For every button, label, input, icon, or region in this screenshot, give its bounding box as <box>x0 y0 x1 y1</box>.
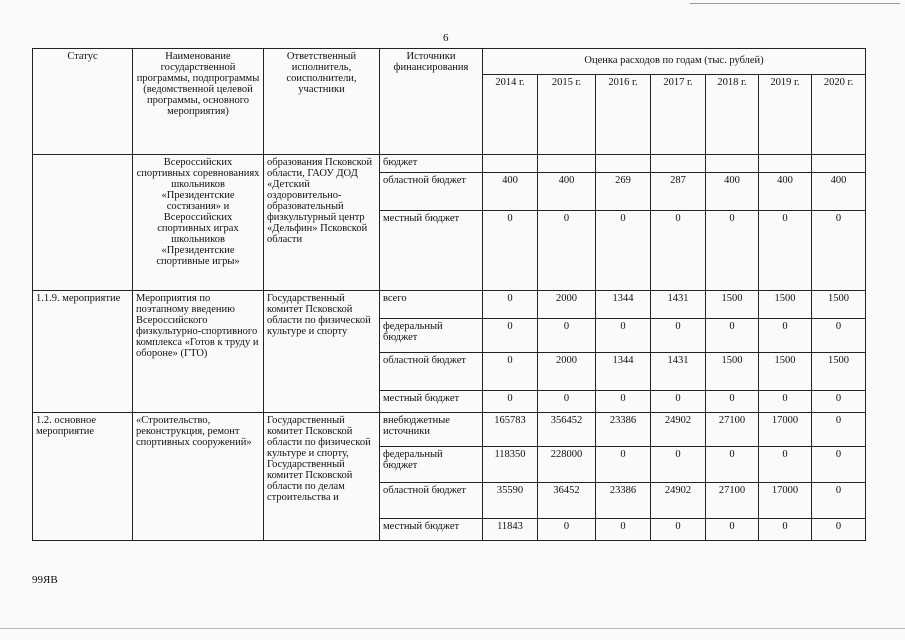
value-cell: 1500 <box>812 353 866 391</box>
value-cell: 17000 <box>759 483 812 519</box>
value-cell: 0 <box>483 211 538 291</box>
header-year: 2016 г. <box>596 75 651 155</box>
value-cell: 1431 <box>651 291 706 319</box>
value-cell: 356452 <box>538 413 596 447</box>
value-cell: 17000 <box>759 413 812 447</box>
value-cell: 1500 <box>759 353 812 391</box>
value-cell: 0 <box>759 211 812 291</box>
value-cell: 0 <box>483 353 538 391</box>
value-cell: 400 <box>538 173 596 211</box>
value-cell: 0 <box>812 319 866 353</box>
value-cell: 0 <box>759 447 812 483</box>
value-cell: 0 <box>596 447 651 483</box>
value-cell <box>483 155 538 173</box>
value-cell: 0 <box>538 211 596 291</box>
value-cell: 24902 <box>651 483 706 519</box>
program-name-cell: Всероссийских спортивных соревнованиях школьников «Президентские состязания» и Всероссийских спортивных играх школьников «Президентские спортивные игры» <box>133 155 264 291</box>
value-cell: 2000 <box>538 353 596 391</box>
status-cell: 1.2. основное мероприятие <box>33 413 133 541</box>
header-year: 2019 г. <box>759 75 812 155</box>
header-year: 2015 г. <box>538 75 596 155</box>
source-cell: федеральный бюджет <box>380 319 483 353</box>
value-cell: 0 <box>706 391 759 413</box>
value-cell: 36452 <box>538 483 596 519</box>
value-cell: 23386 <box>596 413 651 447</box>
header-status: Статус <box>33 49 133 155</box>
header-executor: Ответственный исполнитель, соисполнители, участники <box>264 49 380 155</box>
value-cell: 1500 <box>706 291 759 319</box>
value-cell: 0 <box>651 391 706 413</box>
value-cell: 11843 <box>483 519 538 541</box>
value-cell: 0 <box>483 291 538 319</box>
status-cell <box>33 155 133 291</box>
header-estimate: Оценка расходов по годам (тыс. рублей) <box>483 49 866 75</box>
footer-code: 99ЯВ <box>32 574 58 586</box>
scan-artifact-line <box>0 628 905 629</box>
header-sources: Источники финансирования <box>380 49 483 155</box>
source-cell: внебюджетные источники <box>380 413 483 447</box>
budget-table <box>32 48 866 541</box>
value-cell: 0 <box>596 319 651 353</box>
source-cell: местный бюджет <box>380 391 483 413</box>
value-cell: 0 <box>596 211 651 291</box>
header-name: Наименование государственной программы, подпрограммы (ведомственной целевой программы, основного мероприятия) <box>133 49 264 155</box>
source-cell: областной бюджет <box>380 353 483 391</box>
value-cell: 1500 <box>812 291 866 319</box>
value-cell: 1344 <box>596 353 651 391</box>
value-cell: 0 <box>812 211 866 291</box>
value-cell: 0 <box>706 519 759 541</box>
value-cell: 0 <box>596 391 651 413</box>
value-cell: 0 <box>596 519 651 541</box>
value-cell <box>651 155 706 173</box>
value-cell: 0 <box>651 211 706 291</box>
source-cell: бюджет <box>380 155 483 173</box>
value-cell: 0 <box>759 319 812 353</box>
value-cell: 287 <box>651 173 706 211</box>
table-row <box>33 413 866 447</box>
table-row <box>33 291 866 319</box>
value-cell: 1431 <box>651 353 706 391</box>
value-cell: 269 <box>596 173 651 211</box>
value-cell: 400 <box>759 173 812 211</box>
value-cell: 0 <box>538 319 596 353</box>
value-cell: 23386 <box>596 483 651 519</box>
value-cell: 0 <box>706 447 759 483</box>
value-cell: 27100 <box>706 483 759 519</box>
source-cell: местный бюджет <box>380 211 483 291</box>
value-cell: 0 <box>812 519 866 541</box>
value-cell: 0 <box>538 391 596 413</box>
value-cell: 0 <box>651 519 706 541</box>
value-cell: 400 <box>812 173 866 211</box>
source-cell: всего <box>380 291 483 319</box>
value-cell: 0 <box>538 519 596 541</box>
executor-cell: Государственный комитет Псковской области по физической культуре и спорту <box>264 291 380 413</box>
program-name-cell: Мероприятия по поэтапному введению Всероссийского физкультурно-спортивного комплекса «Готов к труду и обороне» (ГТО) <box>133 291 264 413</box>
value-cell: 24902 <box>651 413 706 447</box>
value-cell: 0 <box>706 319 759 353</box>
value-cell: 0 <box>651 447 706 483</box>
value-cell: 228000 <box>538 447 596 483</box>
value-cell: 400 <box>483 173 538 211</box>
value-cell: 1344 <box>596 291 651 319</box>
value-cell: 2000 <box>538 291 596 319</box>
value-cell: 1500 <box>759 291 812 319</box>
scan-artifact-line <box>690 3 900 4</box>
value-cell: 27100 <box>706 413 759 447</box>
executor-cell: образования Псковской области, ГАОУ ДОД «Детский оздоровительно-образовательный физкультурный центр «Дельфин» Псковской области <box>264 155 380 291</box>
value-cell <box>596 155 651 173</box>
source-cell: местный бюджет <box>380 519 483 541</box>
value-cell <box>706 155 759 173</box>
value-cell: 165783 <box>483 413 538 447</box>
value-cell: 118350 <box>483 447 538 483</box>
value-cell: 400 <box>706 173 759 211</box>
value-cell: 0 <box>483 391 538 413</box>
value-cell: 1500 <box>706 353 759 391</box>
value-cell <box>812 155 866 173</box>
table-row <box>33 155 866 173</box>
header-year: 2020 г. <box>812 75 866 155</box>
value-cell: 0 <box>812 391 866 413</box>
value-cell: 0 <box>812 413 866 447</box>
header-year: 2017 г. <box>651 75 706 155</box>
value-cell: 0 <box>759 519 812 541</box>
header-year: 2014 г. <box>483 75 538 155</box>
value-cell <box>538 155 596 173</box>
value-cell: 0 <box>651 319 706 353</box>
header-year: 2018 г. <box>706 75 759 155</box>
status-cell: 1.1.9. мероприятие <box>33 291 133 413</box>
source-cell: областной бюджет <box>380 483 483 519</box>
value-cell: 0 <box>812 483 866 519</box>
value-cell <box>759 155 812 173</box>
source-cell: областной бюджет <box>380 173 483 211</box>
value-cell: 35590 <box>483 483 538 519</box>
value-cell: 0 <box>759 391 812 413</box>
executor-cell: Государственный комитет Псковской области по физической культуре и спорту, Государственный комитет Псковской области по делам строительства и <box>264 413 380 541</box>
value-cell: 0 <box>812 447 866 483</box>
source-cell: федеральный бюджет <box>380 447 483 483</box>
value-cell: 0 <box>706 211 759 291</box>
value-cell: 0 <box>483 319 538 353</box>
program-name-cell: «Строительство, реконструкция, ремонт спортивных сооружений» <box>133 413 264 541</box>
page-number: 6 <box>443 32 449 44</box>
